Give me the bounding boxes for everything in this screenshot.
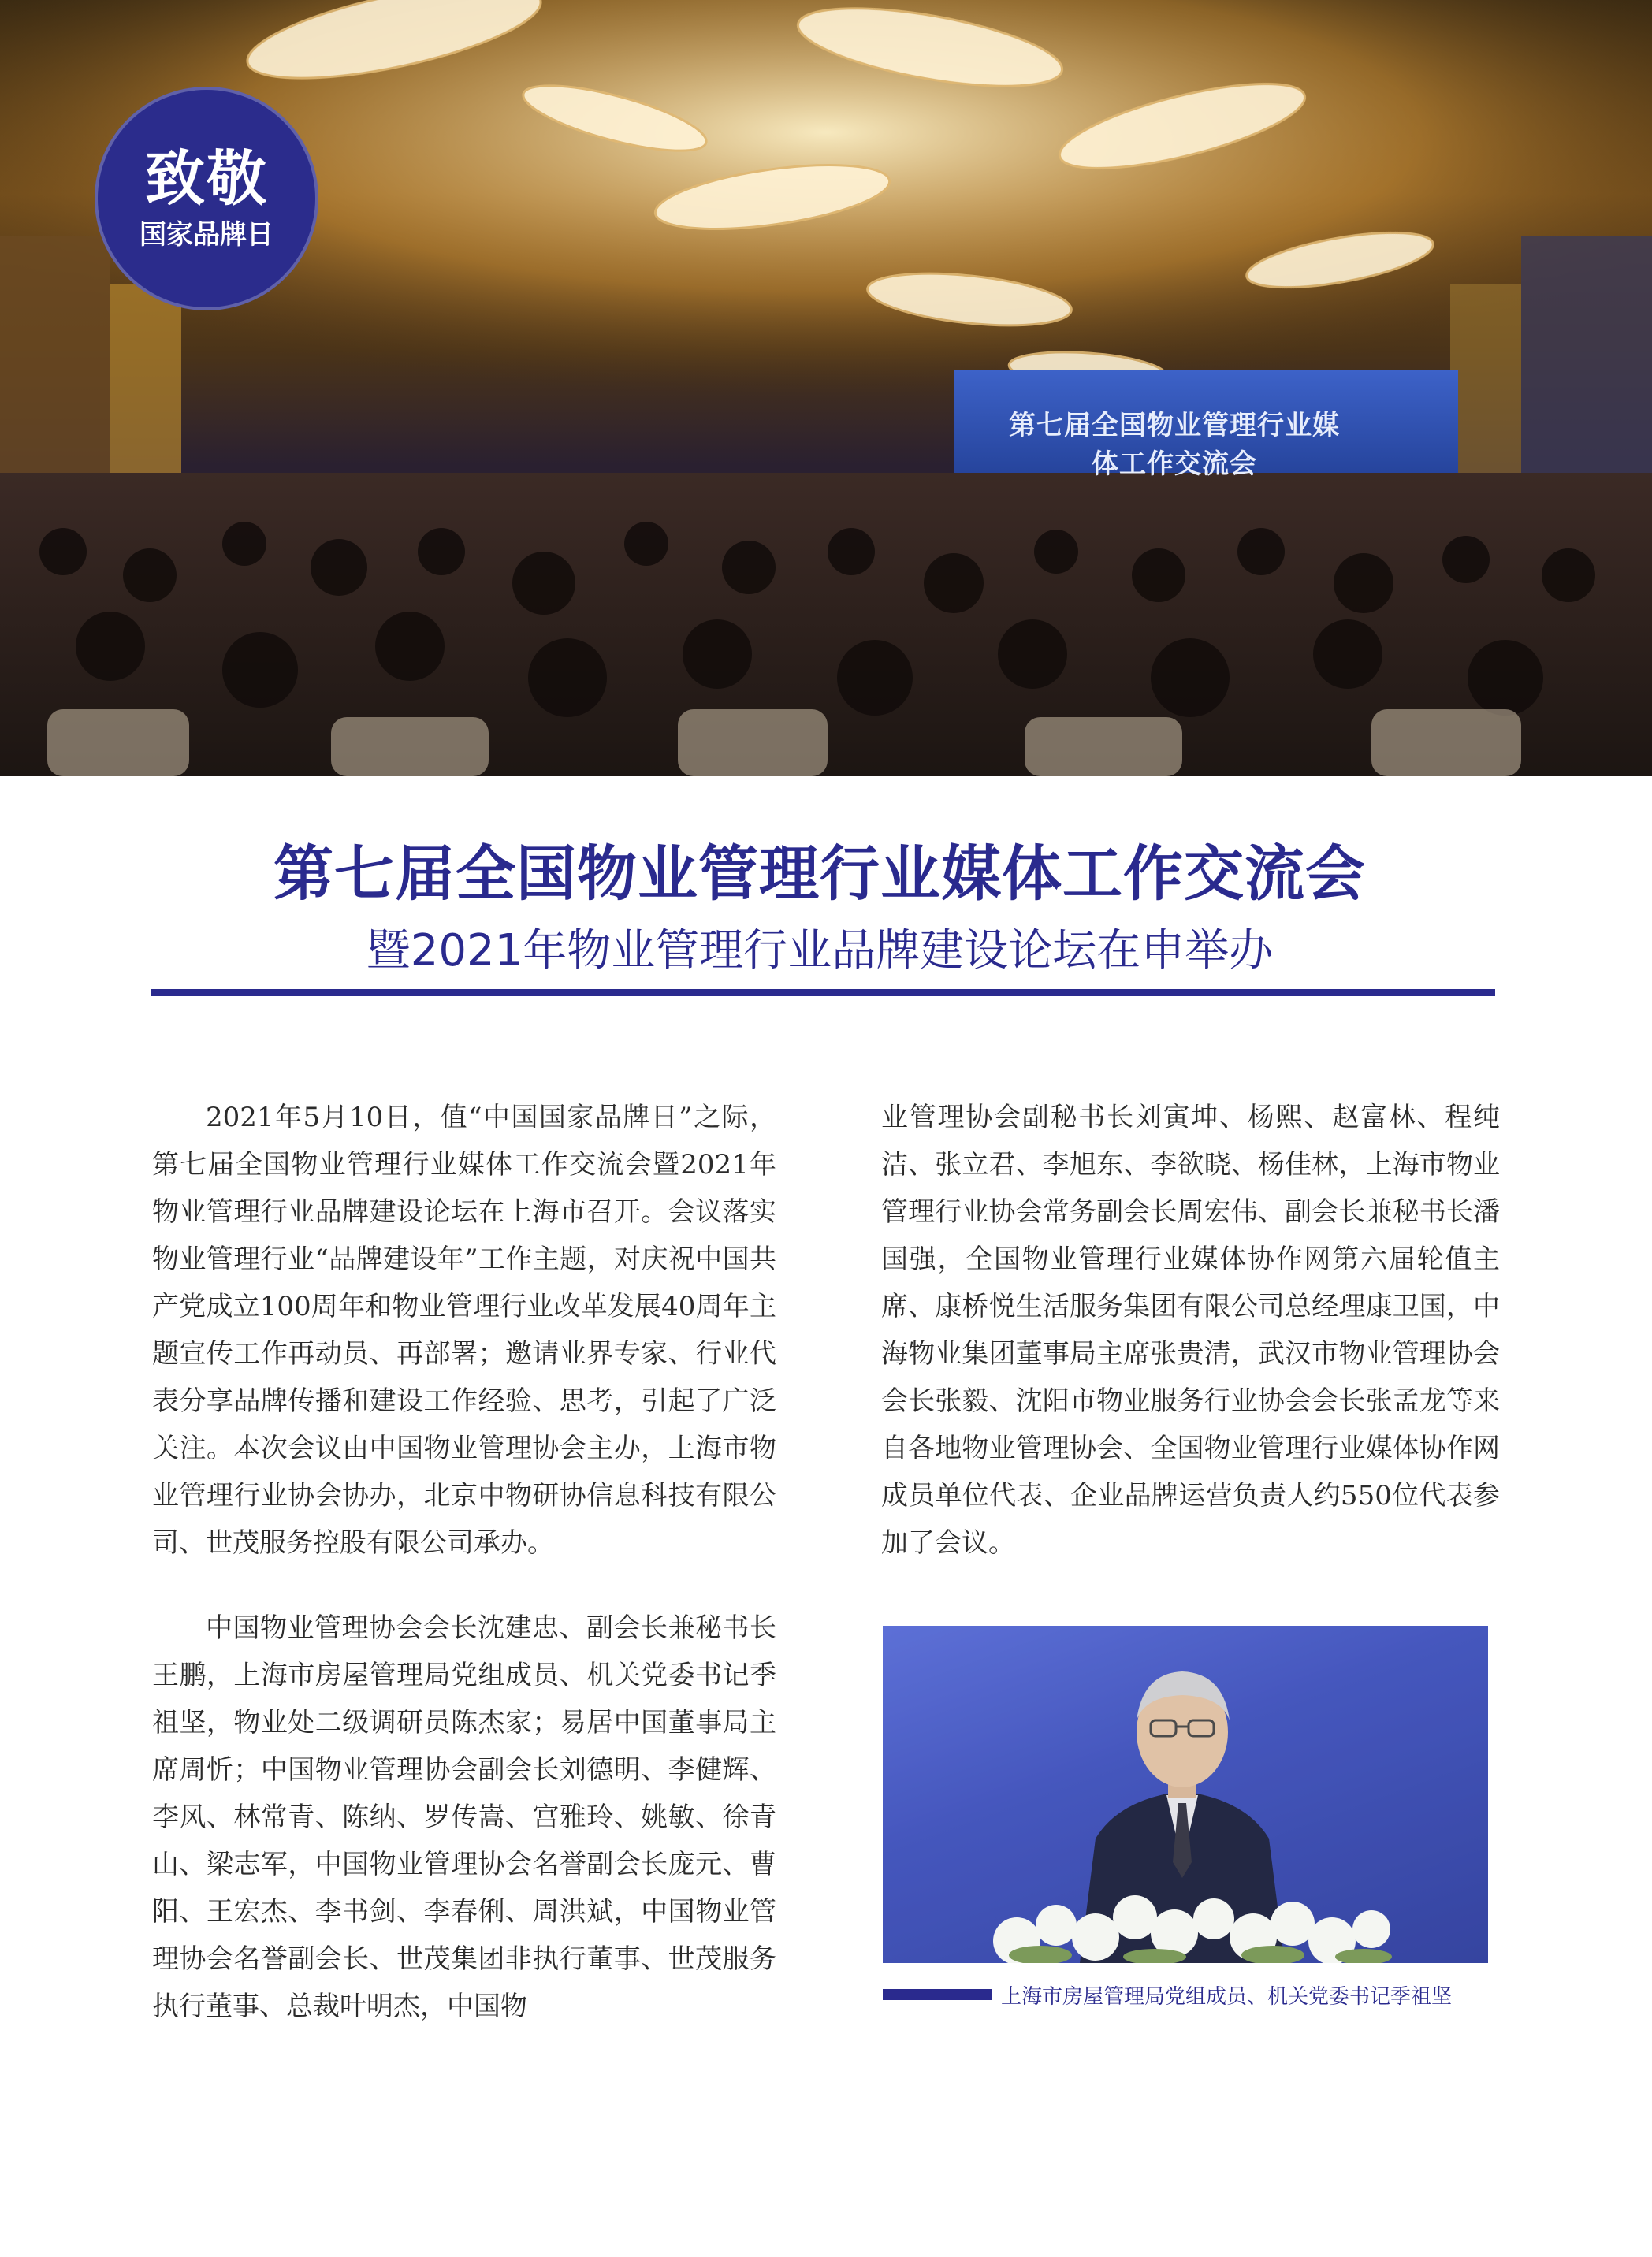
brand-day-badge xyxy=(95,87,318,310)
body-paragraph: 业管理协会副秘书长刘寅坤、杨熙、赵富林、程纯洁、张立君、李旭东、李欲晓、杨佳林，上海市物业管理行业协会常务副会长周宏伟、副会长兼秘书长潘国强，全国物业管理行业媒体协作网第六届轮值主席、康桥悦生活服务集团有限公司总经理康卫国，中海物业集团董事局主席张贵清，武汉市物业管理协会会长张毅、沈阳市物业服务行业协会会长张孟龙等来自各地物业管理协会、全国物业管理行业媒体协作网成员单位代表、企业品牌运营负责人约550位代表参加了会议。 xyxy=(881,1102,1500,1559)
body-column-left xyxy=(152,1094,776,2030)
badge-title: 致敬 xyxy=(145,143,268,214)
title-divider xyxy=(151,989,1495,996)
body-paragraph: 中国物业管理协会会长沈建忠、副会长兼秘书长王鹏，上海市房屋管理局党组成员、机关党委书记季祖坚，物业处二级调研员陈杰家；易居中国董事局主席周忻；中国物业管理协会副会长刘德明、李健辉、李风、林常青、陈纳、罗传嵩、宫雅玲、姚敏、徐青山、梁志军，中国物业管理协会名誉副会长庞元、曹阳、王宏杰、李书剑、李春俐、周洪斌，中国物业管理协会名誉副会长、世茂集团非执行董事、世茂服务执行董事、总裁叶明杰，中国物 xyxy=(152,1612,776,2022)
speaker-photo xyxy=(883,1626,1488,1963)
caption-text: 上海市房屋管理局党组成员、机关党委书记季祖坚 xyxy=(1001,1984,1453,2009)
caption-bar xyxy=(883,1989,992,2000)
speaker-illustration xyxy=(883,1626,1488,1963)
photo-caption xyxy=(883,1976,1513,2013)
hero-photo xyxy=(0,0,1652,776)
body-column-right xyxy=(881,1094,1500,1567)
stage-screen-text: 第七届全国物业管理行业媒体工作交流会 xyxy=(1009,410,1340,480)
badge-subtitle: 国家品牌日 xyxy=(140,219,273,251)
body-paragraph: 2021年5月10日，值“中国国家品牌日”之际，第七届全国物业管理行业媒体工作交流会暨2021年物业管理行业品牌建设论坛在上海市召开。会议落实物业管理行业“品牌建设年”工作主题，对庆祝中国共产党成立100周年和物业管理行业改革发展40周年主题宣传工作再动员、再部署；邀请业界专家、行业代表分享品牌传播和建设工作经验、思考，引起了广泛关注。本次会议由中国物业管理协会主办，上海市物业管理行业协会协办，北京中物研协信息科技有限公司、世茂服务控股有限公司承办。 xyxy=(152,1102,776,1559)
article-subtitle: 暨2021年物业管理行业品牌建设论坛在申举办 xyxy=(366,925,1274,976)
article-title: 第七届全国物业管理行业媒体工作交流会 xyxy=(273,838,1366,909)
